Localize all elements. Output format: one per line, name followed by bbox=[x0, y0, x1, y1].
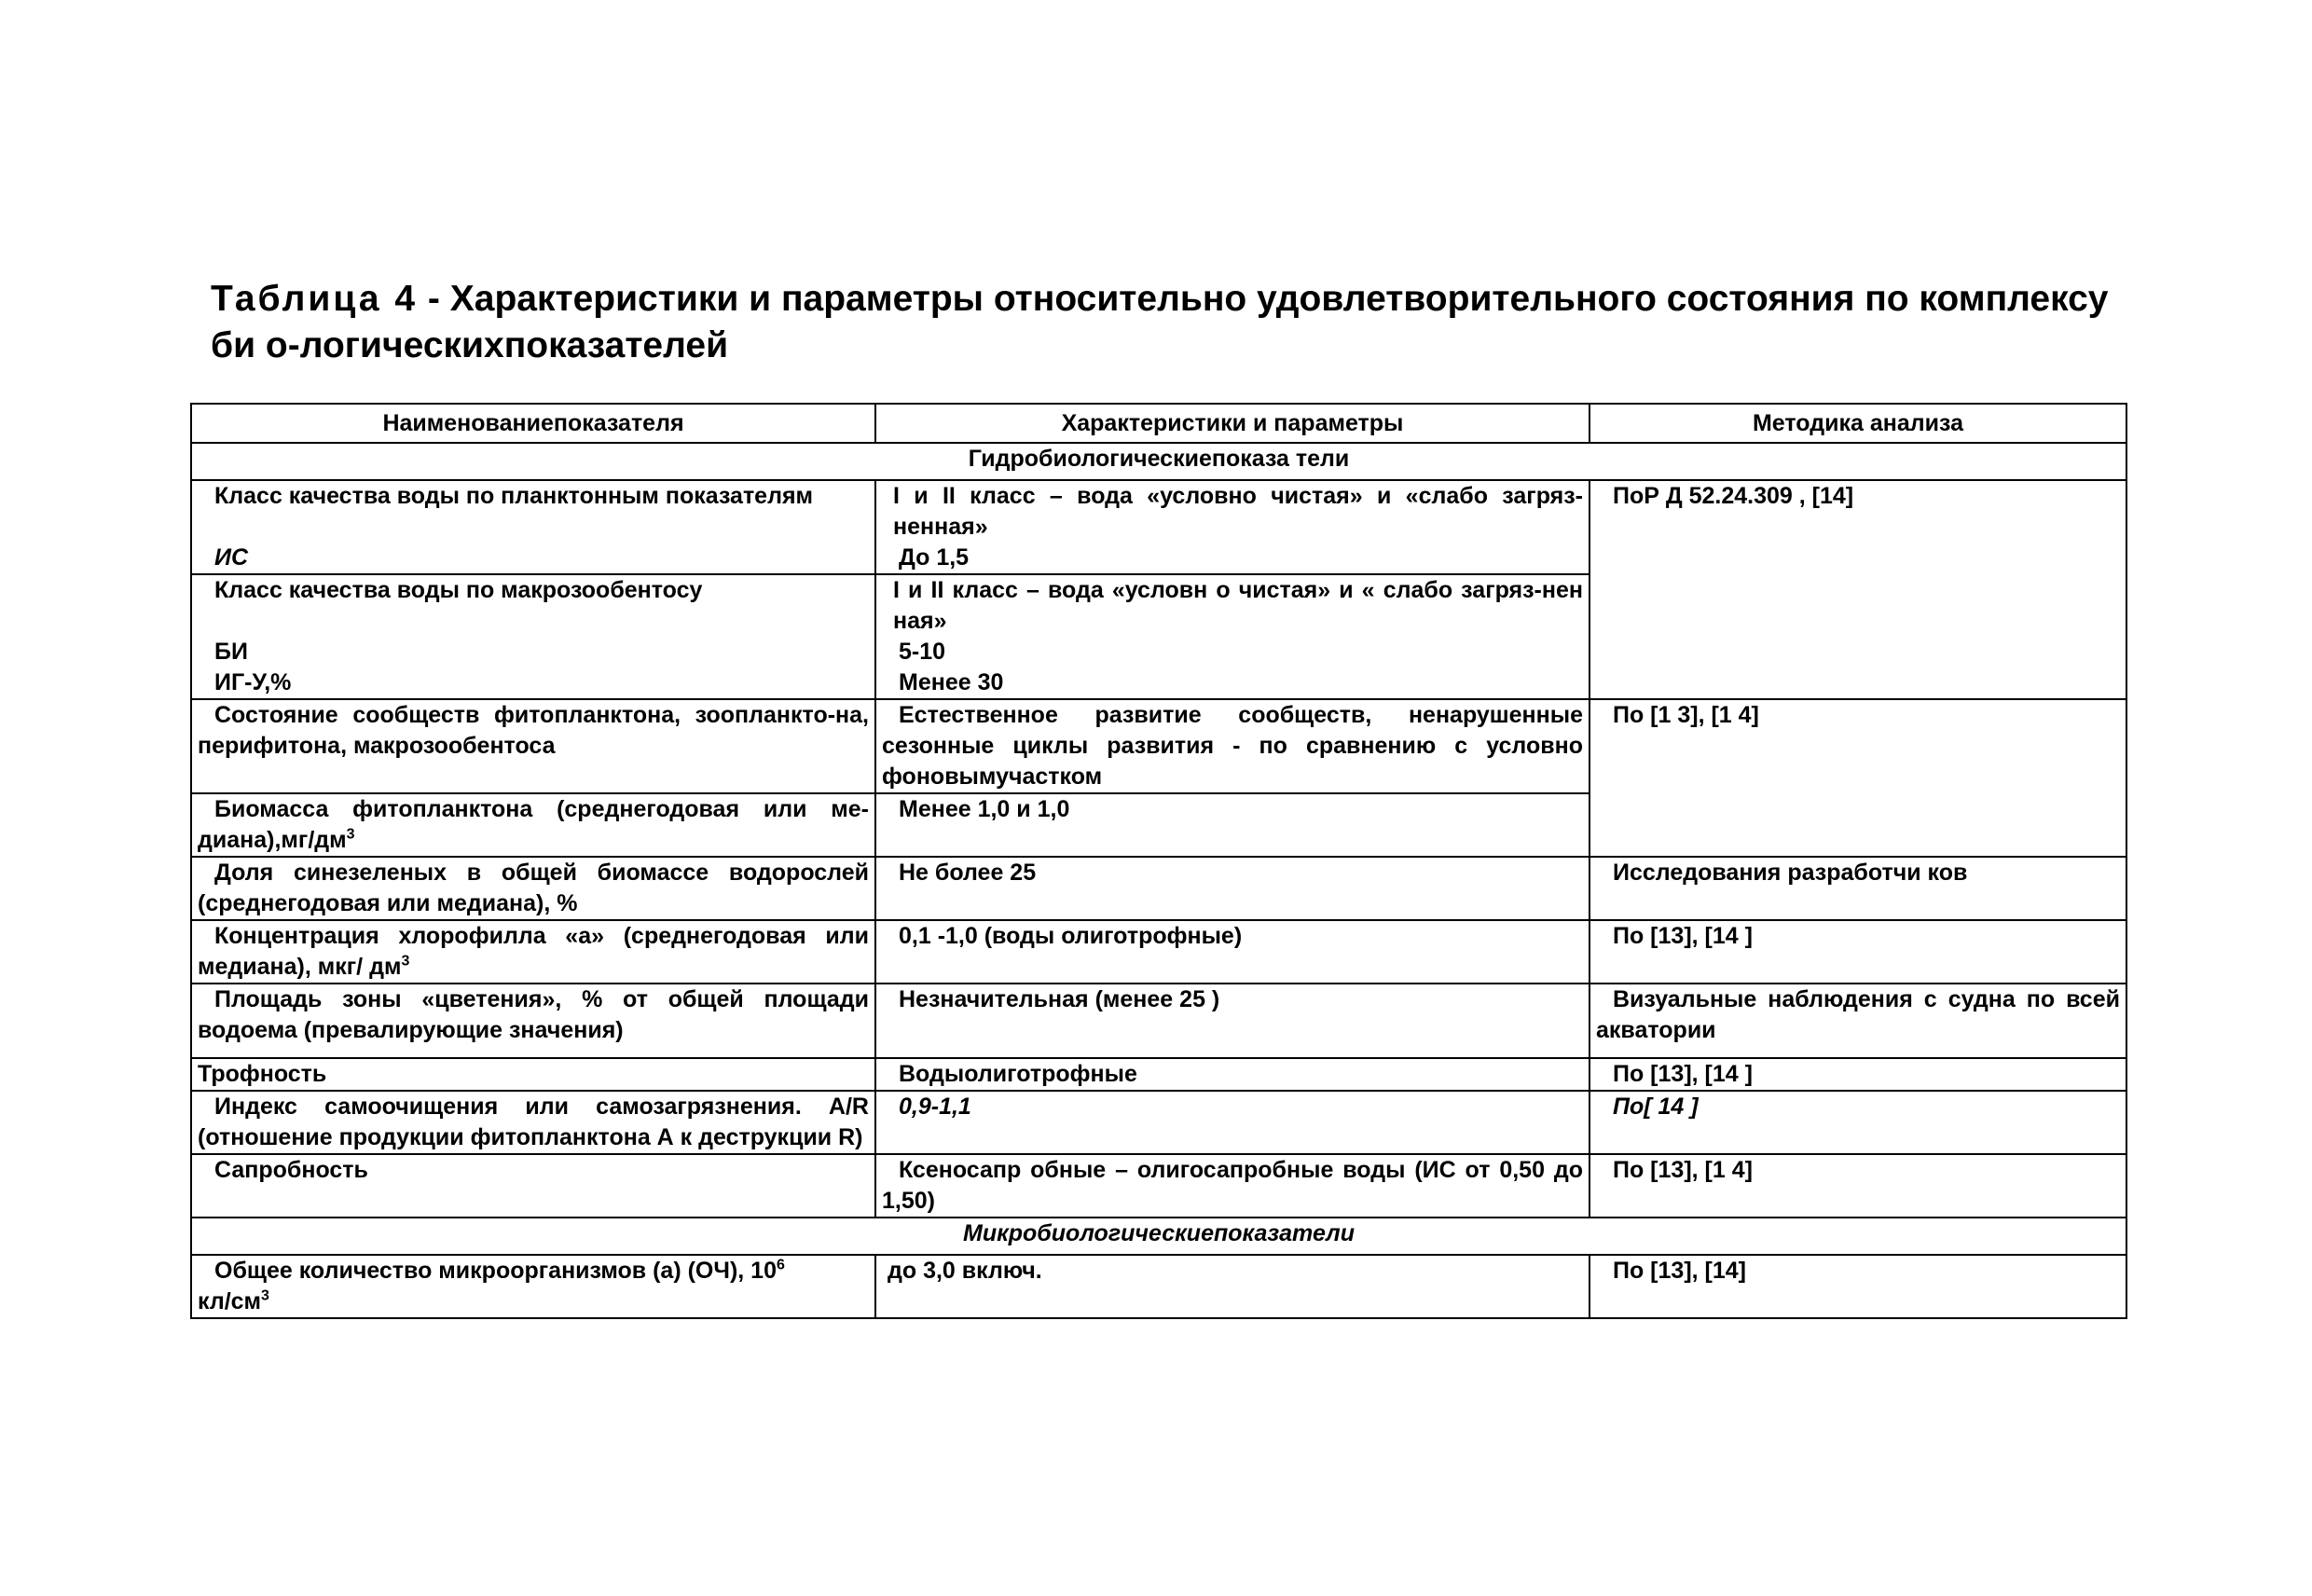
row-value-cell bbox=[875, 1058, 1590, 1091]
row-name-sub: ИГ-У,% bbox=[214, 669, 292, 695]
row-name-sub: БИ bbox=[214, 639, 248, 665]
row-value: Естественное развитие сообществ, ненарушенные сезонные циклы развития - по сравнению с условно фоновымучастком bbox=[882, 702, 1583, 790]
row-value: Не более 25 bbox=[899, 860, 1037, 886]
row-name: Концентрация хлорофилла «а» (среднегодовая или медиана), мкг/ дм bbox=[198, 923, 869, 980]
row-value: 0,1 -1,0 (воды олиготрофные) bbox=[899, 923, 1243, 949]
row-method-cell bbox=[1590, 857, 2126, 920]
row-value-cell bbox=[875, 1154, 1590, 1218]
row-name: Сапробность bbox=[214, 1157, 368, 1183]
row-name-sub: ИС bbox=[214, 544, 249, 571]
row-value-cell bbox=[875, 574, 1590, 699]
section-title-microbiological: Микробиологическиепоказатели bbox=[191, 1218, 2126, 1255]
section-row-hydrobiological bbox=[191, 443, 2126, 480]
row-value-cell bbox=[875, 920, 1590, 984]
row-name-cell bbox=[191, 1058, 875, 1091]
row-method-cell bbox=[1590, 1154, 2126, 1218]
row-value: Водыолиготрофные bbox=[899, 1061, 1137, 1087]
table-row bbox=[191, 857, 2126, 920]
row-method: По [13], [14] bbox=[1613, 1258, 1746, 1284]
caption-number: Таблица 4 bbox=[211, 279, 419, 319]
row-name: Класс качества воды по макрозообентосу bbox=[214, 577, 703, 603]
row-method: По [1 3], [1 4] bbox=[1613, 702, 1759, 728]
row-name: Индекс самоочищения или самозагрязнения. A/R (отношение продукции фитопланктона А к деструкции R) bbox=[198, 1094, 869, 1150]
row-method-cell bbox=[1590, 984, 2126, 1058]
exponent-superscript: 6 bbox=[776, 1257, 785, 1273]
table-row bbox=[191, 1255, 2126, 1318]
row-name-cell bbox=[191, 857, 875, 920]
row-name-cell bbox=[191, 574, 875, 699]
row-name: Биомасса фитопланктона (среднегодовая или ме-диана),мг/дм bbox=[198, 796, 869, 853]
row-value: до 3,0 включ. bbox=[888, 1258, 1042, 1284]
row-method: По[ 14 ] bbox=[1613, 1094, 1699, 1120]
section-title-hydrobiological: Гидробиологическиепоказа тели bbox=[191, 443, 2126, 480]
row-name-cell bbox=[191, 920, 875, 984]
indicators-table bbox=[190, 403, 2127, 1319]
row-value-cell bbox=[875, 1091, 1590, 1154]
row-name: Доля синезеленых в общей биомассе водорослей (среднегодовая или медиана), % bbox=[198, 860, 869, 916]
table-header-row bbox=[191, 404, 2126, 443]
row-name: Общее количество микроорганизмов (а) (ОЧ), 10 bbox=[214, 1258, 777, 1284]
row-method-cell bbox=[1590, 1058, 2126, 1091]
row-method: ПоР Д 52.24.309 , [14] bbox=[1613, 483, 1854, 509]
row-name: Трофность bbox=[198, 1061, 327, 1087]
row-value-cell bbox=[875, 699, 1590, 793]
row-value: 0,9-1,1 bbox=[899, 1094, 971, 1120]
caption-text: - Характеристики и параметры относительно удовлетворительного состояния по комплексу би о-логическихпоказателей bbox=[211, 279, 2109, 365]
header-characteristics: Характеристики и параметры bbox=[875, 404, 1590, 443]
row-value-sub: 5-10 bbox=[899, 639, 946, 665]
row-value-cell bbox=[875, 793, 1590, 857]
row-method-cell bbox=[1590, 920, 2126, 984]
row-method: Визуальные наблюдения с судна по всей акватории bbox=[1596, 986, 2120, 1043]
row-value: I и II класс – вода «условн о чистая» и « слабо загряз-нен ная» bbox=[893, 577, 1583, 634]
header-indicator-name: Наименованиепоказателя bbox=[191, 404, 875, 443]
row-name-cell bbox=[191, 984, 875, 1058]
row-method: По [13], [14 ] bbox=[1613, 923, 1753, 949]
unit-superscript: 3 bbox=[261, 1287, 269, 1304]
row-value: Менее 1,0 и 1,0 bbox=[899, 796, 1070, 822]
header-method: Методика анализа bbox=[1590, 404, 2126, 443]
table-row bbox=[191, 1091, 2126, 1154]
row-value: I и II класс – вода «условно чистая» и «слабо загряз-ненная» bbox=[893, 483, 1583, 540]
table-row bbox=[191, 920, 2126, 984]
row-method: Исследования разработчи ков bbox=[1613, 860, 1968, 886]
row-value-sub: До 1,5 bbox=[899, 544, 970, 571]
row-name-cell bbox=[191, 480, 875, 574]
row-name-cell bbox=[191, 793, 875, 857]
row-method-cell bbox=[1590, 1255, 2126, 1318]
row-name-cell bbox=[191, 1154, 875, 1218]
row-name-cell bbox=[191, 699, 875, 793]
table-row bbox=[191, 1154, 2126, 1218]
row-value: Ксеносапр обные – олигосапробные воды (ИС от 0,50 до 1,50) bbox=[882, 1157, 1583, 1214]
row-value-sub: Менее 30 bbox=[899, 669, 1004, 695]
row-value: Незначительная (менее 25 ) bbox=[899, 986, 1220, 1012]
row-value-cell bbox=[875, 984, 1590, 1058]
row-method-cell bbox=[1590, 480, 2126, 699]
row-method: По [13], [1 4] bbox=[1613, 1157, 1753, 1183]
row-name: Состояние сообществ фитопланктона, зоопланкто-на, перифитона, макрозообентоса bbox=[198, 702, 869, 759]
row-method: По [13], [14 ] bbox=[1613, 1061, 1753, 1087]
row-value-cell bbox=[875, 857, 1590, 920]
table-caption bbox=[211, 276, 2131, 369]
row-value-cell bbox=[875, 480, 1590, 574]
unit-superscript: 3 bbox=[401, 953, 410, 970]
row-name-cell bbox=[191, 1255, 875, 1318]
row-method-cell bbox=[1590, 1091, 2126, 1154]
row-name: Класс качества воды по планктонным показателям bbox=[214, 483, 814, 509]
row-method-cell bbox=[1590, 699, 2126, 857]
table-row bbox=[191, 699, 2126, 793]
unit-superscript: 3 bbox=[346, 826, 355, 843]
row-name-cell bbox=[191, 1091, 875, 1154]
table-row bbox=[191, 480, 2126, 574]
row-value-cell bbox=[875, 1255, 1590, 1318]
table-row bbox=[191, 1058, 2126, 1091]
row-name: Площадь зоны «цветения», % от общей площади водоема (превалирующие значения) bbox=[198, 986, 869, 1043]
table-row bbox=[191, 984, 2126, 1058]
row-name-unit: кл/см bbox=[198, 1288, 262, 1314]
section-row-microbiological bbox=[191, 1218, 2126, 1255]
